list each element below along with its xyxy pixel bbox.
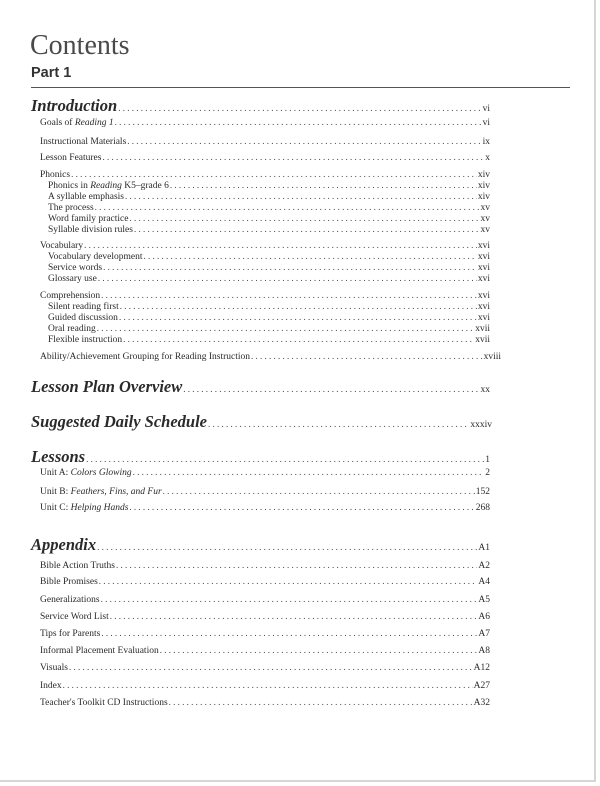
toc-entry-label: Tips for Parents (40, 629, 101, 639)
toc-page-number: ix (482, 137, 490, 147)
toc-section-entry (31, 377, 490, 397)
toc-page-number: xvi (477, 291, 490, 301)
toc-page-number: A1 (478, 543, 490, 553)
toc-entry-label: Goals of Reading 1 (40, 118, 114, 128)
toc-entry (48, 213, 490, 224)
toc-entry (48, 312, 490, 323)
toc-entry (48, 180, 490, 191)
toc-entry-label: Visuals (40, 663, 68, 673)
toc-entry-label: Lesson Plan Overview (31, 377, 183, 396)
toc-entry-label: Flexible instruction (48, 335, 123, 345)
toc-entry (40, 560, 490, 571)
page-title: Contents (30, 30, 130, 61)
toc-entry (48, 251, 490, 262)
dot-leader (97, 323, 474, 333)
toc-entry-label: Vocabulary (40, 241, 84, 251)
toc-entry-label: A syllable emphasis (48, 192, 124, 202)
toc-page-number: xv (480, 225, 490, 235)
toc-entry (40, 152, 490, 163)
toc-entry-label: Instructional Materials (40, 137, 127, 147)
toc-page-number: xvi (477, 274, 490, 284)
dot-leader (101, 628, 477, 638)
toc-entry-label: Introduction (31, 96, 118, 115)
toc-entry-label: Guided discussion (48, 313, 118, 323)
toc-page-number: xxxiv (470, 420, 492, 430)
toc-page-number: xvi (477, 302, 490, 312)
toc-entry-label: Ability/Achievement Grouping for Reading Instruction (40, 352, 251, 362)
toc-section-entry (31, 412, 492, 432)
toc-entry-label: Syllable division rules (48, 225, 133, 235)
dot-leader (129, 502, 474, 512)
dot-leader (103, 262, 477, 272)
dot-leader (63, 680, 473, 690)
toc-entry-label: Phonics (40, 170, 71, 180)
toc-entry-label: Bible Action Truths (40, 561, 115, 571)
toc-entry (40, 611, 490, 622)
dot-leader (119, 312, 477, 322)
toc-page-number: 1 (485, 455, 490, 465)
toc-entry (40, 680, 490, 691)
toc-page-number: A2 (478, 561, 490, 571)
dot-leader (129, 213, 479, 223)
toc-entry-label: Service Word List (40, 612, 109, 622)
toc-entry-label: Suggested Daily Schedule (31, 412, 207, 431)
dot-leader (169, 697, 473, 707)
toc-page-number: 152 (475, 487, 490, 497)
toc-entry-label: Index (40, 681, 62, 691)
toc-page-number: xvii (475, 324, 490, 334)
toc-entry-label: Generalizations (40, 595, 100, 605)
dot-leader (98, 273, 477, 283)
toc-entry-label: Unit C: Helping Hands (40, 503, 129, 513)
dot-leader (127, 136, 481, 146)
dot-leader (116, 560, 477, 570)
toc-section-entry (31, 535, 490, 555)
toc-entry (48, 191, 490, 202)
dot-leader (95, 202, 480, 212)
toc-entry-label: Oral reading (48, 324, 96, 334)
toc-entry-label: Unit B: Feathers, Fins, and Fur (40, 487, 162, 497)
dot-leader (251, 351, 483, 361)
toc-entry (40, 645, 490, 656)
dot-leader (118, 103, 481, 113)
dot-leader (183, 384, 479, 394)
toc-entry-label: Glossary use (48, 274, 97, 284)
toc-page-number: A7 (478, 629, 490, 639)
toc-entry-label: Word family practice (48, 214, 129, 224)
dot-leader (97, 542, 477, 552)
dot-leader (170, 180, 477, 190)
toc-entry-label: Informal Placement Evaluation (40, 646, 159, 656)
toc-entry-label: The process (48, 203, 94, 213)
dot-leader (123, 334, 474, 344)
toc-page-number: A32 (473, 698, 490, 708)
toc-entry-label: Service words (48, 263, 103, 273)
toc-entry (40, 576, 490, 587)
dot-leader (84, 240, 477, 250)
toc-page-number: xvi (477, 263, 490, 273)
dot-leader (125, 191, 477, 201)
toc-section-entry (31, 447, 490, 467)
toc-page-number: xvii (475, 335, 490, 345)
toc-entry (48, 262, 490, 273)
toc-entry (40, 502, 490, 513)
dot-leader (115, 117, 482, 127)
toc-page-number: vi (482, 118, 490, 128)
toc-page-number: xiv (477, 192, 490, 202)
dot-leader (101, 594, 478, 604)
toc-entry (40, 594, 490, 605)
dot-leader (134, 224, 480, 234)
toc-page-number: A27 (473, 681, 490, 691)
toc-entry-label: Teacher's Toolkit CD Instructions (40, 698, 168, 708)
toc-entry (48, 273, 490, 284)
toc-section-entry (31, 96, 490, 116)
toc-entry-label: Lessons (31, 447, 86, 466)
toc-page-number: A8 (478, 646, 490, 656)
toc-entry-label: Unit A: Colors Glowing (40, 468, 132, 478)
toc-entry-label: Bible Promises (40, 577, 98, 587)
toc-entry (40, 136, 490, 147)
toc-entry-label: Vocabulary development (48, 252, 143, 262)
toc-entry (48, 202, 490, 213)
toc-page-number: A5 (478, 595, 490, 605)
dot-leader (144, 251, 477, 261)
toc-entry-label: Appendix (31, 535, 97, 554)
toc-page-number: xviii (483, 352, 501, 362)
toc-page-number: xvi (477, 241, 490, 251)
toc-page-number: xvi (477, 252, 490, 262)
toc-page-number: 2 (485, 468, 490, 478)
toc-entry (40, 628, 490, 639)
toc-page-number: A6 (478, 612, 490, 622)
toc-page-number: A4 (478, 577, 490, 587)
toc-entry (48, 323, 490, 334)
dot-leader (208, 419, 469, 429)
toc-entry (40, 169, 490, 180)
part-heading: Part 1 (31, 65, 72, 81)
toc-entry-label: Phonics in Reading K5–grade 6 (48, 181, 169, 191)
dot-leader (163, 486, 475, 496)
toc-page-number: x (485, 153, 490, 163)
toc-entry (40, 117, 490, 128)
dot-leader (71, 169, 477, 179)
toc-entry-label: Comprehension (40, 291, 101, 301)
toc-entry (40, 467, 490, 478)
dot-leader (99, 576, 478, 586)
dot-leader (160, 645, 478, 655)
dot-leader (101, 290, 477, 300)
dot-leader (86, 454, 484, 464)
toc-entry-label: Lesson Features (40, 153, 102, 163)
toc-page-number: xv (480, 214, 490, 224)
toc-entry (48, 301, 490, 312)
toc-entry (40, 351, 501, 362)
toc-page-number: xiv (477, 181, 490, 191)
dot-leader (69, 662, 473, 672)
dot-leader (133, 467, 485, 477)
toc-page-number: xvi (477, 313, 490, 323)
toc-entry-label: Silent reading first (48, 302, 119, 312)
toc-page-number: xiv (477, 170, 490, 180)
toc-entry (40, 697, 490, 708)
toc-page-number: xv (480, 203, 490, 213)
toc-entry (40, 662, 490, 673)
toc-page-number: A12 (473, 663, 490, 673)
heading-rule (31, 87, 570, 88)
dot-leader (102, 152, 484, 162)
toc-page-number: vi (482, 104, 490, 114)
toc-page-number: 268 (475, 503, 490, 513)
dot-leader (110, 611, 478, 621)
toc-page-number: xx (480, 385, 490, 395)
toc-entry (40, 290, 490, 301)
dot-leader (120, 301, 477, 311)
toc-entry (48, 224, 490, 235)
toc-entry (40, 240, 490, 251)
toc-entry (48, 334, 490, 345)
toc-entry (40, 486, 490, 497)
